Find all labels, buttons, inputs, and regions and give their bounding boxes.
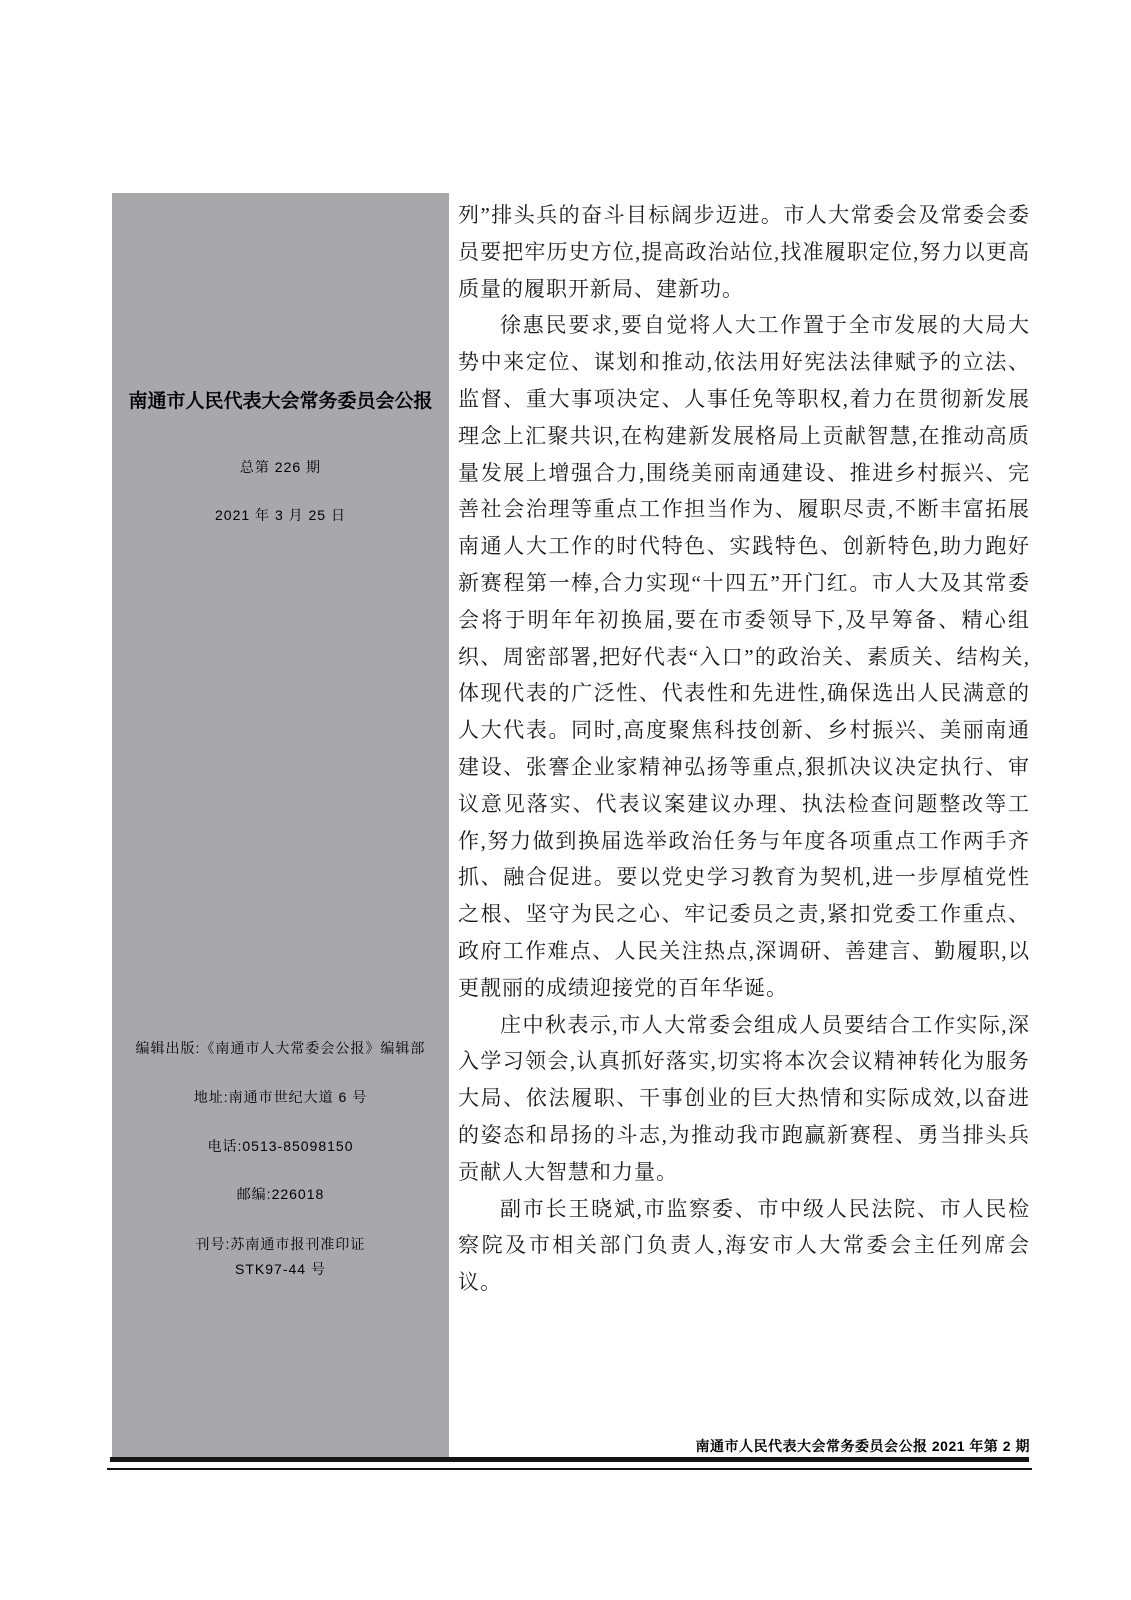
footer-rule-thin: [107, 1468, 1032, 1470]
article-body: [458, 197, 1030, 1301]
publish-date: 2021 年 3 月 25 日: [215, 507, 346, 523]
paragraph-attendees: 副市长王晓斌,市监察委、市中级人民法院、市人民检察院及市相关部门负责人,海安市人大常委会主任列席会议。: [458, 1196, 1030, 1295]
license-line-1: 刊号:苏南通市报刊准印证: [195, 1236, 366, 1252]
footer-rule-thick: [110, 1457, 1029, 1462]
issue-number: 总第 226 期: [239, 459, 322, 475]
footer-caption: 南通市人民代表大会常务委员会公报 2021 年第 2 期: [695, 1438, 1030, 1454]
phone-line: 电话:0513-85098150: [207, 1138, 354, 1154]
sidebar: [112, 193, 449, 1457]
paragraph-continuation: 列”排头兵的奋斗目标阔步迈进。市人大常委会及常委会委员要把牢历史方位,提高政治站位,找准履职定位,努力以更高质量的履职开新局、建新功。: [458, 203, 1030, 301]
license-line-2: STK97-44 号: [235, 1261, 326, 1277]
address-line: 地址:南通市世纪大道 6 号: [193, 1089, 368, 1105]
postal-code-line: 邮编:226018: [236, 1186, 325, 1202]
bulletin-title: 南通市人民代表大会常务委员会公报: [128, 391, 433, 412]
paragraph-xu-huimin: 徐惠民要求,要自觉将人大工作置于全市发展的大局大势中来定位、谋划和推动,依法用好宪法法律赋予的立法、监督、重大事项决定、人事任免等职权,着力在贯彻新发展理念上汇聚共识,在构建新发展格局上贡献智慧,在推动高质量发展上增强合力,围绕美丽南通建设、推进乡村振兴、完善社会治理等重点工作担当作为、履职尽责,不断丰富拓展南通人大工作的时代特色、实践特色、创新特色,助力跑好新赛程第一棒,合力实现“十四五”开门红。市人大及其常委会将于明年年初换届,要在市委领导下,及早筹备、精心组织、周密部署,把好代表“入口”的政治关、素质关、结构关,体现代表的广泛性、代表性和先进性,确保选出人民满意的人大代表。同时,高度聚焦科技创新、乡村振兴、美丽南通建设、张謇企业家精神弘扬等重点,狠抓决议决定执行、审议意见落实、代表议案建议办理、执法检查问题整改等工作,努力做到换届选举政治任务与年度各项重点工作两手齐抓、融合促进。要以党史学习教育为契机,进一步厚植党性之根、坚守为民之心、牢记委员之责,紧扣党委工作重点、政府工作难点、人民关注热点,深调研、善建言、勤履职,以更靓丽的成绩迎接党的百年华诞。: [458, 313, 1030, 1000]
paragraph-zhuang-zhongqiu: 庄中秋表示,市人大常委会组成人员要结合工作实际,深入学习领会,认真抓好落实,切实将本次会议精神转化为服务大局、依法履职、干事创业的巨大热情和实际成效,以奋进的姿态和昂扬的斗志,为推动我市跑赢新赛程、勇当排头兵贡献人大智慧和力量。: [458, 1012, 1030, 1184]
publisher-line: 编辑出版:《南通市人大常委会公报》编辑部: [135, 1040, 426, 1056]
